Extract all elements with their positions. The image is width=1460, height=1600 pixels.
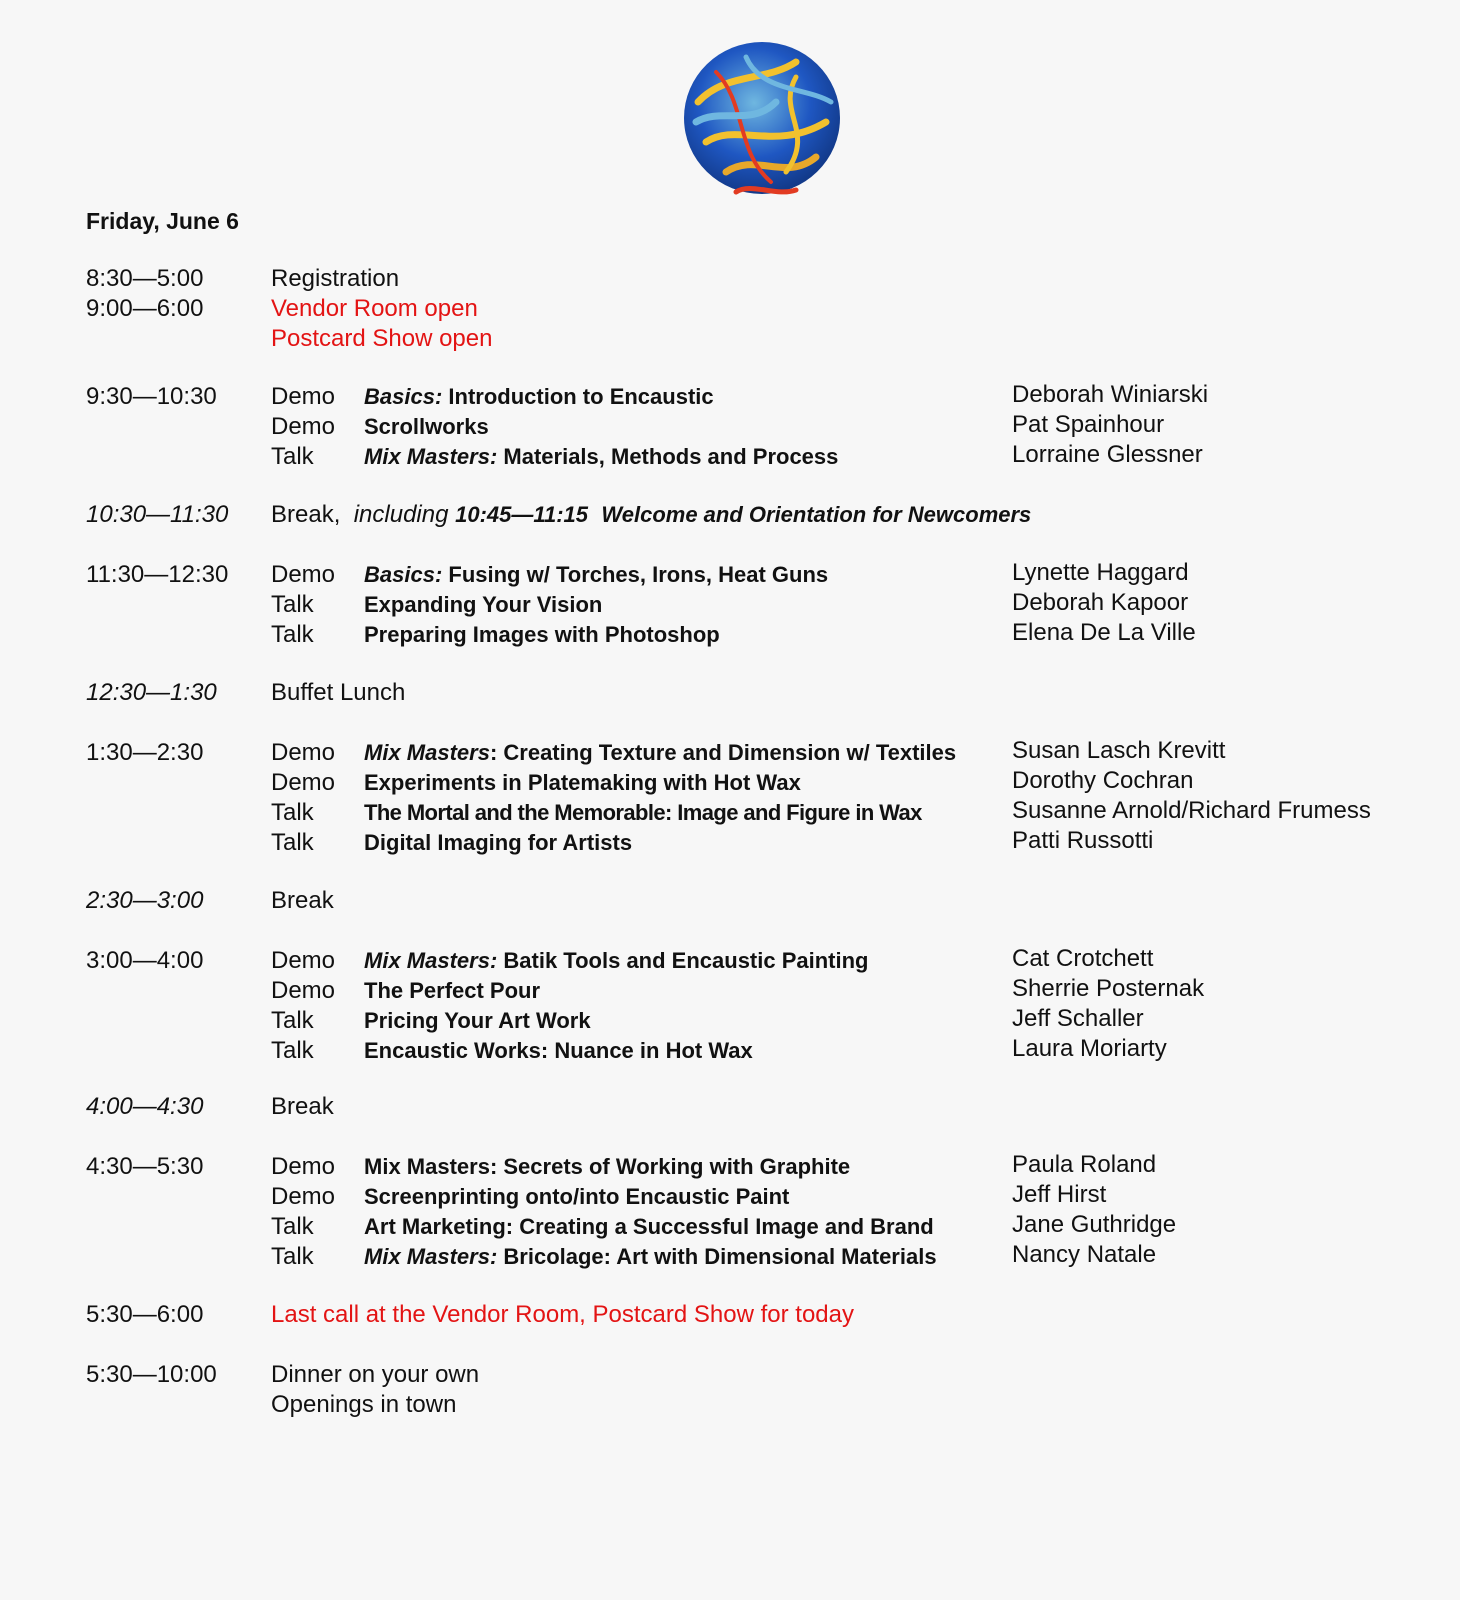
time-last-call: 5:30—6:00 bbox=[86, 1301, 204, 1328]
session-title: The Perfect Pour bbox=[364, 978, 541, 1003]
session-title: Experiments in Platemaking with Hot Wax bbox=[364, 770, 801, 795]
session-kind: Demo bbox=[271, 383, 336, 410]
session-title: Expanding Your Vision bbox=[364, 592, 603, 617]
presenter: Paula Roland bbox=[1012, 1151, 1157, 1178]
session-title: Mix Masters: Secrets of Working with Graphite bbox=[364, 1154, 851, 1179]
dinner: Dinner on your own bbox=[271, 1361, 480, 1388]
presenter: Susan Lasch Krevitt bbox=[1012, 737, 1226, 764]
presenter: Lorraine Glessner bbox=[1012, 441, 1203, 468]
presenter: Jane Guthridge bbox=[1012, 1211, 1177, 1238]
session-kind: Demo bbox=[271, 1153, 336, 1180]
session-title: Art Marketing: Creating a Successful Image and Brand bbox=[364, 1214, 934, 1239]
time-registration: 8:30—5:00 bbox=[86, 265, 204, 292]
session-kind: Talk bbox=[271, 443, 314, 470]
presenter: Jeff Hirst bbox=[1012, 1181, 1107, 1208]
session-kind: Demo bbox=[271, 413, 336, 440]
session-kind: Demo bbox=[271, 769, 336, 796]
session-kind: Demo bbox=[271, 739, 336, 766]
vendor-room-open: Vendor Room open bbox=[271, 295, 478, 322]
presenter: Laura Moriarty bbox=[1012, 1035, 1167, 1062]
time-block-1: 9:30—10:30 bbox=[86, 383, 217, 410]
wax-ball-logo bbox=[676, 32, 848, 204]
session-title: Digital Imaging for Artists bbox=[364, 830, 633, 855]
time-evening: 5:30—10:00 bbox=[86, 1361, 217, 1388]
break-label: Break bbox=[271, 887, 334, 914]
presenter: Deborah Winiarski bbox=[1012, 381, 1209, 408]
session-kind: Talk bbox=[271, 1007, 314, 1034]
last-call: Last call at the Vendor Room, Postcard Show for today bbox=[271, 1301, 854, 1328]
session-kind: Talk bbox=[271, 1037, 314, 1064]
time-block-2: 11:30—12:30 bbox=[86, 561, 229, 588]
session-kind: Talk bbox=[271, 799, 314, 826]
session-title: Screenprinting onto/into Encaustic Paint bbox=[364, 1184, 790, 1209]
time-break-1: 10:30—11:30 bbox=[86, 501, 229, 528]
postcard-show-open: Postcard Show open bbox=[271, 325, 493, 352]
buffet-lunch: Buffet Lunch bbox=[271, 679, 406, 706]
session-title: Scrollworks bbox=[364, 414, 489, 439]
session-title: Mix Masters: Creating Texture and Dimension w/ Textiles bbox=[364, 740, 957, 765]
presenter: Elena De La Ville bbox=[1012, 619, 1196, 646]
session-title: Mix Masters: Bricolage: Art with Dimensional Materials bbox=[364, 1244, 937, 1269]
session-kind: Talk bbox=[271, 1243, 314, 1270]
session-kind: Demo bbox=[271, 977, 336, 1004]
presenter: Sherrie Posternak bbox=[1012, 975, 1205, 1002]
session-title: The Mortal and the Memorable: Image and Figure in Wax bbox=[364, 800, 922, 825]
break-label: Break bbox=[271, 1093, 334, 1120]
session-kind: Demo bbox=[271, 1183, 336, 1210]
time-vendor-room: 9:00—6:00 bbox=[86, 295, 204, 322]
presenter: Deborah Kapoor bbox=[1012, 589, 1189, 616]
session-kind: Talk bbox=[271, 829, 314, 856]
session-title: Mix Masters: Materials, Methods and Process bbox=[364, 444, 839, 469]
presenter: Jeff Schaller bbox=[1012, 1005, 1144, 1032]
session-title: Basics: Introduction to Encaustic bbox=[364, 384, 714, 409]
session-title: Mix Masters: Batik Tools and Encaustic Painting bbox=[364, 948, 869, 973]
time-break-3: 4:00—4:30 bbox=[86, 1093, 204, 1120]
time-block-3: 1:30—2:30 bbox=[86, 739, 204, 766]
break-welcome: Break, including 10:45—11:15 Welcome and Orientation for Newcomers bbox=[271, 501, 1032, 528]
session-kind: Demo bbox=[271, 947, 336, 974]
time-block-5: 4:30—5:30 bbox=[86, 1153, 204, 1180]
session-title: Preparing Images with Photoshop bbox=[364, 622, 720, 647]
presenter: Patti Russotti bbox=[1012, 827, 1154, 854]
presenter: Nancy Natale bbox=[1012, 1241, 1157, 1268]
day-heading: Friday, June 6 bbox=[86, 208, 239, 234]
session-kind: Talk bbox=[271, 591, 314, 618]
presenter: Susanne Arnold/Richard Frumess bbox=[1012, 797, 1371, 824]
time-break-2: 2:30—3:00 bbox=[86, 887, 204, 914]
session-title: Pricing Your Art Work bbox=[364, 1008, 591, 1033]
presenter: Lynette Haggard bbox=[1012, 559, 1189, 586]
presenter: Cat Crotchett bbox=[1012, 945, 1154, 972]
openings: Openings in town bbox=[271, 1391, 457, 1418]
session-title: Encaustic Works: Nuance in Hot Wax bbox=[364, 1038, 753, 1063]
presenter: Pat Spainhour bbox=[1012, 411, 1165, 438]
session-kind: Demo bbox=[271, 561, 336, 588]
session-kind: Talk bbox=[271, 1213, 314, 1240]
time-block-4: 3:00—4:00 bbox=[86, 947, 204, 974]
registration: Registration bbox=[271, 265, 400, 292]
presenter: Dorothy Cochran bbox=[1012, 767, 1194, 794]
session-title: Basics: Fusing w/ Torches, Irons, Heat Guns bbox=[364, 562, 829, 587]
time-lunch: 12:30—1:30 bbox=[86, 679, 217, 706]
session-kind: Talk bbox=[271, 621, 314, 648]
